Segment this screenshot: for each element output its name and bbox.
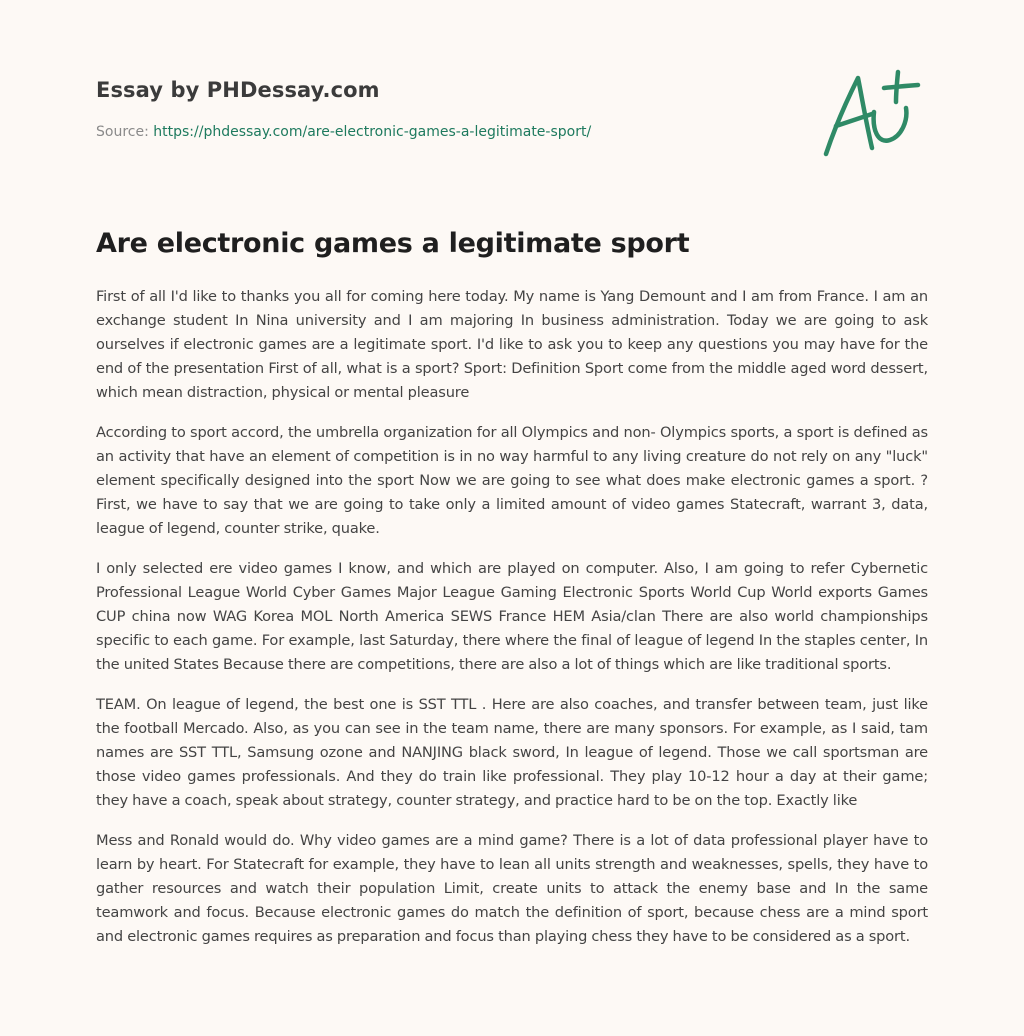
page-header — [96, 76, 928, 186]
source-line — [96, 124, 591, 140]
site-title: Essay by PHDessay.com — [96, 78, 380, 102]
essay-paragraph: Mess and Ronald would do. Why video games are a mind game? There is a lot of data professional player have to learn by heart. For Statecraft for example, they have to lean all units strength and weaknesses, spells, they have to gather resources and watch their population Limit, create units to attack the enemy base and In the same teamwork and focus. Because electronic games do match the definition of sport, because chess are a mind sport and electronic games requires as preparation and focus than playing chess they have to be considered as a sport. — [96, 832, 928, 945]
source-link[interactable]: https://phdessay.com/are-electronic-games-a-legitimate-sport/ — [153, 124, 592, 140]
essay-paragraph: According to sport accord, the umbrella organization for all Olympics and non- Olympics sports, a sport is defined as an activity that have an element of competition is in no way harmful to any living creature do not rely on any "luck" element specifically designed into the sport Now we are going to see what does make electronic games a sport. ? First, we have to say that we are going to take only a limited amount of video games Statecraft, warrant 3, data, league of legend, counter strike, quake. — [96, 424, 928, 537]
essay-paragraph: TEAM. On league of legend, the best one is SST TTL . Here are also coaches, and transfer between team, just like the football Mercado. Also, as you can see in the team name, there are many sponsors. For example, as I said, tam names are SST TTL, Samsung ozone and NANJING black sword, In league of legend. Those we call sportsman are those video games professionals. And they do train like professional. They play 10-12 hour a day at their game; they have a coach, speak about strategy, counter strategy, and practice hard to be on the top. Exactly like — [96, 696, 928, 809]
essay-body — [96, 285, 928, 965]
essay-paragraph: First of all I'd like to thanks you all for coming here today. My name is Yang Demount and I am from France. I am an exchange student In Nina university and I am majoring In business administration. Today we are going to ask ourselves if electronic games are a legitimate sport. I'd like to ask you to keep any questions you may have for the end of the presentation First of all, what is a sport? Sport: Definition Sport come from the middle aged word dessert, which mean distraction, physical or mental pleasure — [96, 288, 928, 401]
source-label: Source: — [96, 124, 154, 140]
a-plus-logo-icon — [822, 68, 926, 164]
essay-title: Are electronic games a legitimate sport — [96, 228, 690, 259]
essay-paragraph: I only selected ere video games I know, and which are played on computer. Also, I am going to refer Cybernetic Professional League World Cyber Games Major League Gaming Electronic Sports World Cup World exports Games CUP china now WAG Korea MOL North America SEWS France HEM Asia/clan There are also world championships specific to each game. For example, last Saturday, there where the final of league of legend In the staples center, In the united States Because there are competitions, there are also a lot of things which are like traditional sports. — [96, 560, 928, 673]
